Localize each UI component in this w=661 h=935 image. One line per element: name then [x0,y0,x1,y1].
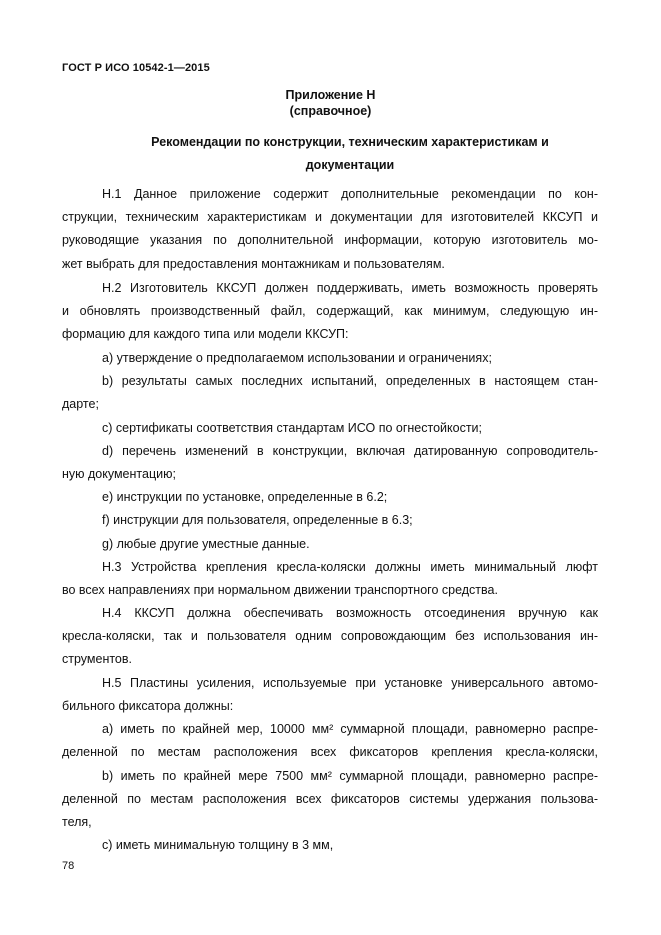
paragraph-line: Н.1 Данное приложение содержит дополнительные рекомендации по кон- [102,187,598,201]
list-item: f) инструкции для пользователя, определенные в 6.3; [102,513,413,527]
page-number: 78 [62,860,75,872]
paragraph-line: теля, [62,815,92,829]
paragraph-line: Н.2 Изготовитель ККСУП должен поддерживать, иметь возможность проверять [102,281,598,295]
paragraph-line: Н.5 Пластины усиления, используемые при установке универсального автомо- [102,676,598,690]
section-heading-line-2: документации [305,158,395,172]
list-item: c) сертификаты соответствия стандартам ИСО по огнестойкости; [102,421,483,435]
paragraph-line: и обновлять производственный файл, содержащий, как минимум, следующую ин- [62,304,598,318]
paragraph-line: во всех направлениях при нормальном движении транспортного средства. [62,583,498,597]
paragraph-line: ную документацию; [62,467,176,481]
paragraph-line: жет выбрать для предоставления монтажникам и пользователям. [62,257,445,271]
list-item: a) утверждение о предполагаемом использовании и ограничениях; [102,351,492,365]
list-item: c) иметь минимальную толщину в 3 мм, [102,838,334,852]
section-heading-line-1: Рекомендации по конструкции, техническим характеристикам и [151,135,549,149]
paragraph-line: кресла-коляски, так и пользователя одним сопровождающим без использования ин- [62,629,598,643]
list-item: b) результаты самых последних испытаний, определенных в настоящем стан- [102,374,598,388]
paragraph-line: Н.4 ККСУП должна обеспечивать возможность отсоединения вручную как [102,606,598,620]
paragraph-line: дарте; [62,397,99,411]
list-item: d) перечень изменений в конструкции, включая датированную сопроводитель- [102,444,598,458]
appendix-subtitle: (справочное) [289,104,372,118]
list-item: a) иметь по крайней мер, 10000 мм² суммарной площади, равномерно распре- [102,722,598,736]
list-item: e) инструкции по установке, определенные в 6.2; [102,490,388,504]
list-item: b) иметь по крайней мере 7500 мм² суммарной площади, равномерно распре- [102,769,598,783]
paragraph-line: руководящие указания по дополнительной информации, которую изготовитель мо- [62,233,598,247]
standard-code: ГОСТ Р ИСО 10542-1—2015 [62,62,210,74]
paragraph-line: бильного фиксатора должны: [62,699,234,713]
paragraph-line: Н.3 Устройства крепления кресла-коляски должны иметь минимальный люфт [102,560,598,574]
appendix-title: Приложение Н [285,88,376,102]
paragraph-line: формацию для каждого типа или модели ККСУП: [62,327,349,341]
paragraph-line: деленной по местам расположения всех фиксаторов крепления кресла-коляски, [62,745,598,759]
list-item: g) любые другие уместные данные. [102,537,310,551]
paragraph-line: струкции, техническим характеристикам и документации для изготовителей ККСУП и [62,210,598,224]
paragraph-line: струментов. [62,652,132,666]
paragraph-line: деленной по местам расположения всех фиксаторов системы удержания пользова- [62,792,598,806]
